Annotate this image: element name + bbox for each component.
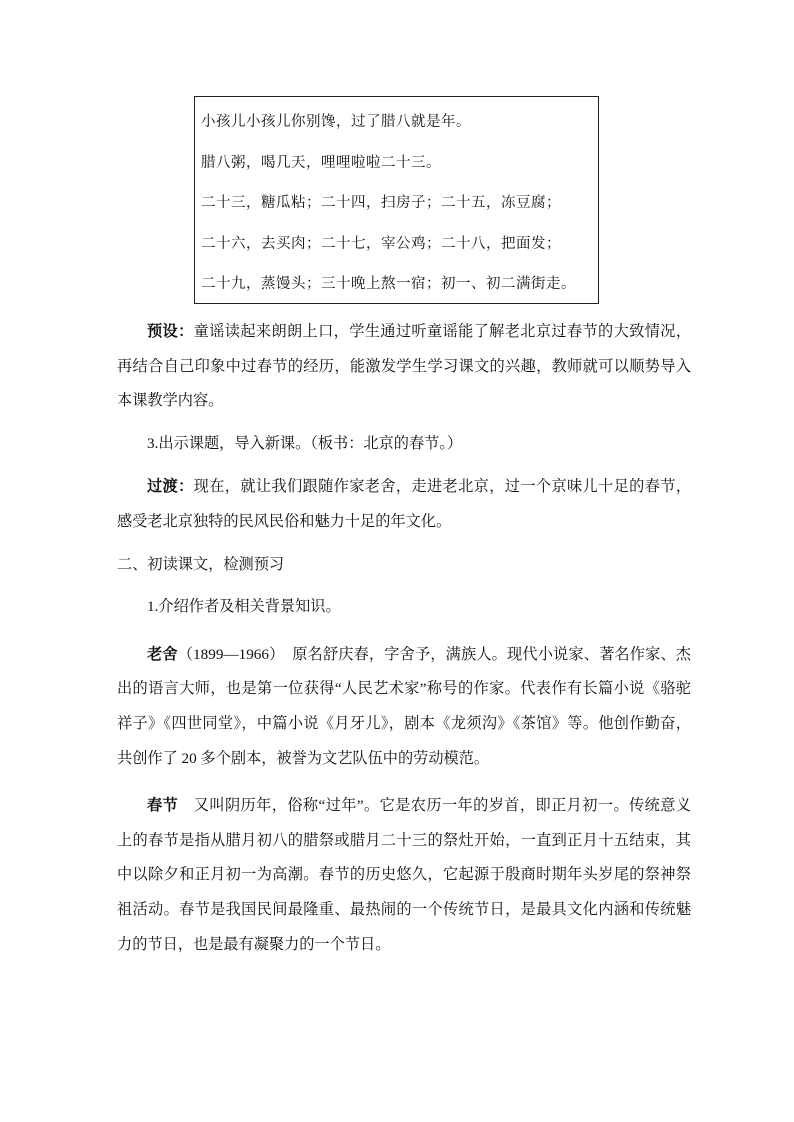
transition-label: 过渡： [147,477,194,496]
festival-text: 又叫阴历年，俗称“过年”。它是农历一年的岁首，即正月初一。传统意义上的春节是指从腊月初八的腊祭或腊月二十三的祭灶开始，一直到正月十五结束，其中以除夕和正月初一为高潮。春节的历史悠久，它起源于殷商时期年头岁尾的祭神祭祖活动。春节是我国民间最隆重、最热闹的一个传统节日，是最具文化内涵和传统魅力的节日，也是最有凝聚力的一个节日。 [117,797,692,953]
preset-label: 预设： [147,322,194,340]
section-2-heading: 二、初读课文，检测预习 [117,555,285,573]
rhyme-line: 二十三，糖瓜粘；二十四，扫房子；二十五，冻豆腐； [201,195,561,211]
transition-paragraph [117,469,691,539]
festival-paragraph [117,788,691,962]
nursery-rhyme-box [194,96,599,304]
author-label: 老舍 [147,644,178,663]
step-1-paragraph: 1.介绍作者及相关背景知识。 [147,598,341,616]
document-body [117,314,691,962]
rhyme-line: 二十九，蒸馒头；三十晚上熬一宿；初一、初二满街走。 [201,276,576,292]
transition-text: 现在，就让我们跟随作家老舍，走进老北京，过一个京味儿十足的春节，感受老北京独特的民风民俗和魅力十足的年文化。 [117,478,692,530]
author-paragraph [117,637,691,776]
rhyme-line: 腊八粥，喝几天，哩哩啦啦二十三。 [201,154,441,171]
step-3-paragraph: 3.出示课题，导入新课。（板书：北京的春节。） [147,434,463,452]
author-text: （1899—1966） 原名舒庆春，字舍予，满族人。现代小说家、著名作家、杰出的语言大师，也是第一位获得“人民艺术家”称号的作家。代表作有长篇小说《骆驼祥子》《四世同堂》，中篇小说《月牙儿》，剧本《龙须沟》《茶馆》等。他创作勤奋，共创作了 20 多个剧本，被誉为文艺队伍中的劳动模范。 [117,645,691,767]
festival-label: 春节 [147,796,179,815]
rhyme-line: 二十六，去买肉；二十七，宰公鸡；二十八，把面发； [201,235,561,252]
rhyme-line: 小孩儿小孩儿你别馋，过了腊八就是年。 [201,114,471,130]
preset-paragraph [117,314,691,419]
preset-text: 童谣读起来朗朗上口，学生通过听童谣能了解老北京过春节的大致情况，再结合自己印象中过春节的经历，能激发学生学习课文的兴趣，教师就可以顺势导入本课教学内容。 [117,323,692,410]
